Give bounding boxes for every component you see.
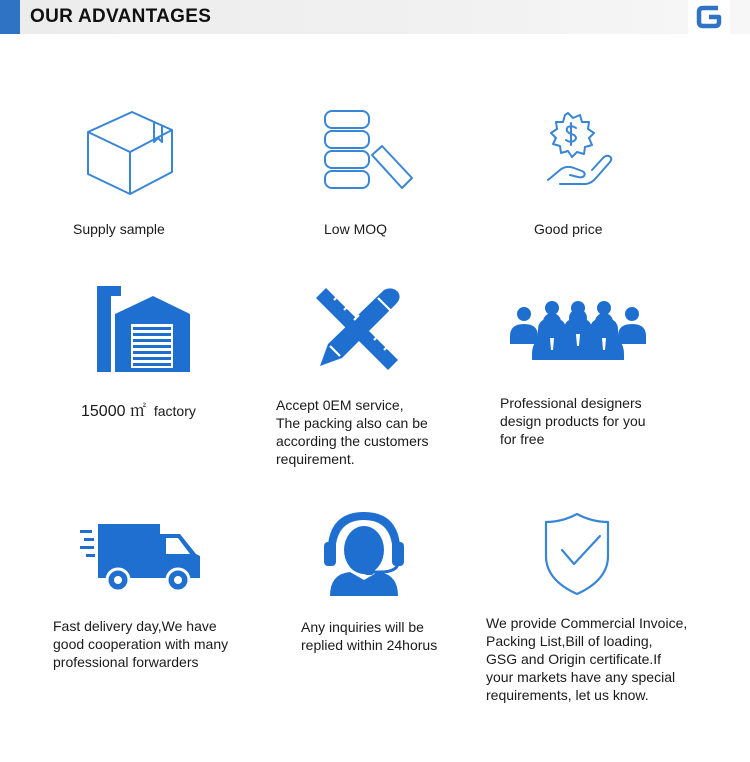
oem-line: requirement. [276, 451, 355, 467]
section-header [0, 0, 750, 34]
documents-line: GSG and Origin certificate.If [486, 651, 662, 667]
documents-line: We provide Commercial Invoice, [486, 615, 688, 631]
inquiries-line: Any inquiries will be [301, 619, 424, 635]
inquiries-text [301, 618, 437, 654]
documents-line: Packing List,Bill of loading, [486, 633, 653, 649]
designers-line: for free [500, 431, 545, 447]
delivery-line: Fast delivery day,We have [53, 618, 217, 634]
team-icon [506, 298, 650, 362]
oem-line: The packing also can be [276, 415, 428, 431]
pencil-ruler-icon [312, 284, 402, 372]
headset-icon [322, 510, 406, 596]
truck-icon [80, 520, 204, 594]
inquiries-line: replied within 24horus [301, 637, 438, 653]
price-hand-icon [538, 110, 618, 194]
factory-label [81, 402, 196, 421]
documents-line: your markets have any special [486, 669, 676, 685]
good-price-label: Good price [534, 221, 603, 237]
oem-line: Accept 0EM service, [276, 397, 404, 413]
oem-line: according the customers [276, 433, 429, 449]
documents-line: requirements, let us know. [486, 687, 649, 703]
designers-line: Professional designers [500, 395, 642, 411]
box-icon [82, 108, 178, 196]
designers-text [500, 394, 646, 448]
factory-icon [95, 282, 191, 374]
low-moq-label: Low MOQ [324, 221, 388, 237]
header-accent-bar [0, 0, 20, 34]
brand-logo [688, 0, 730, 34]
factory-area-value: 15000 ㎡ [81, 403, 146, 420]
documents-text [486, 614, 687, 704]
delivery-line: good cooperation with many [53, 636, 229, 652]
g-logo-icon [694, 3, 724, 31]
factory-label-text: factory [153, 403, 196, 419]
shield-check-icon [542, 512, 612, 596]
delivery-text [53, 617, 228, 671]
delivery-line: professional forwarders [53, 654, 199, 670]
designers-line: design products for you [500, 413, 646, 429]
stack-icon [322, 108, 416, 194]
supply-sample-label: Supply sample [73, 221, 165, 237]
section-title: OUR ADVANTAGES [30, 6, 212, 27]
oem-text [276, 396, 429, 468]
